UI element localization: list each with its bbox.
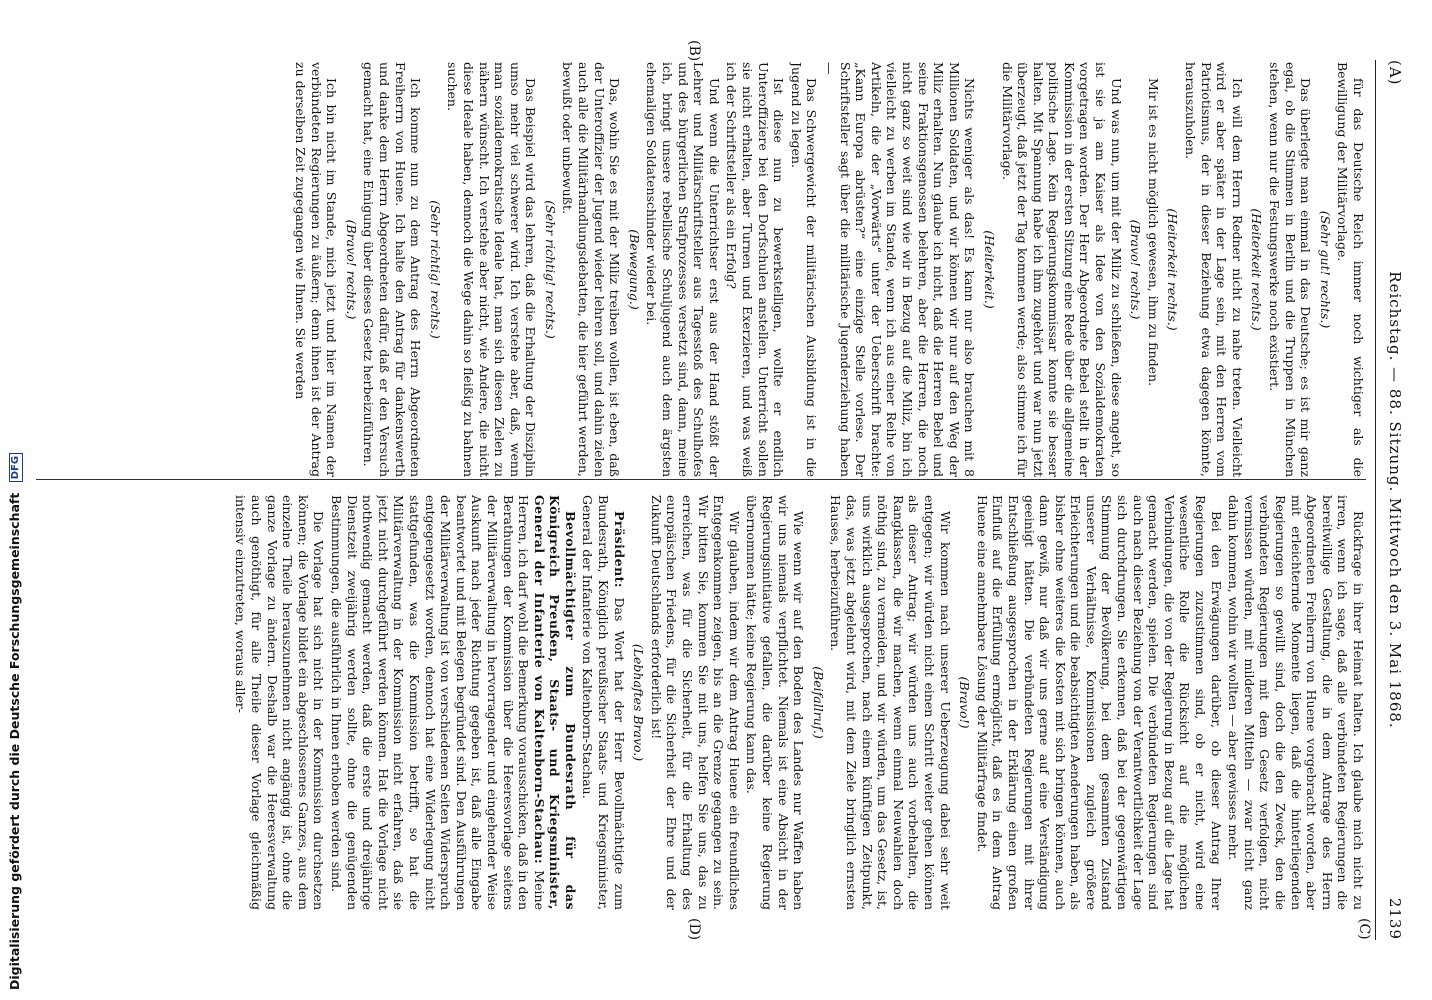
paragraph: Rückfrage in ihrer Heimat halten. Ich glaube mich nicht zu irren, wenn ich sage, daß alle verbündeten Regierungen die bereitwillige Gestaltung, die in dem Antrage des Herrn Abgeordneten Freiherrn von Huene vorgebracht worden, aber mit erleichternde Momente liegen, daß die hinterliegenden Regierungen so gewillt sind, doch die den Zweck, den die verbündeten Regierungen mit dem Gesetz verfolgen, nicht vermissen würden, mit milderen Mitteln — zwar nicht ganz dahin kommen, wohin wir wollten — aber gewisses mehr.	[1226, 495, 1366, 910]
paragraph: für das Deutsche Reich immer noch wichtiger als die Bewilligung der Militärvorlage.	[1335, 62, 1366, 477]
speech-text: Das Wort hat der Herr Bevollmächtigte zum Bundesrath, Königlich preußischer Staats- und Kriegsminister, General der Infanterie von Kaltenborn-Stachau.	[580, 495, 627, 910]
paragraph: Wir kommen nach unserer Ueberzeugung dabei sehr weit entgegen; wir würden nicht einen Schritt weiter gehen können als dieser Antrag; wir würden uns auch vorbehalten, die Rangklassen, die wir machen, wenn einmal Neuwahlen doch nöthig sind, zu vermeiden, und wir würden, um das Gesetz, ist, uns wirklich ausgesprochen, nach einem künftigen Zeitpunkt, das, was jetzt abgelehnt wird, mit dem Ziele bringlich ernsten Hauses, herbeizuführen.	[828, 495, 953, 910]
paragraph: Ich bin nicht im Stande, mich jetzt und hier im Namen der verbündeten Regierungen zu äußern; denn ihnen ist der Antrag zu derselben Zeit zugegangen wie Ihnen. Sie werden	[293, 62, 340, 477]
stage-direction: (Sehr gut! rechts.)	[1317, 210, 1333, 329]
speaker-paragraph	[328, 495, 578, 910]
digitization-footer	[2, 0, 28, 990]
dfg-logo: DFG	[9, 453, 23, 482]
page-number: 2139	[1386, 897, 1404, 940]
paragraph: Wie wenn wir auf den Boden des Landes nur Waffen haben wir uns niemals verpflichtet. Niemals ist eine Absicht in der Regierungsinitiative gefallen, die darüber keine Regierung übernommen hätte; keine Regierung kann das.	[744, 495, 807, 910]
paragraph: Bei den Erwägungen darüber, ob dieser Antrag Ihrer Regierungen zuzustimmen sind, ob er nicht, wird eine wesentliche Rolle die Rücksicht auf die möglichen Verbindungen, die von der Regierung in Bezug auf die Lage hat gemacht werden, spielen. Die verbündeten Regierungen sind auch nach dieser Beziehung von der Verantwortlichkeit der Lage sich durchdrungen. Sie erkennen, daß bei der gegenwärtigen Stimmung der Bevölkerung, bei dem gesammten Zustand unserer Verhältnisse, Kommissionen zugleich größere Erleichterungen und die beabsichtigten Aenderungen haben, als bisher ohne weiteres die Kosten mit sich bringen können, auch dann gewiß, nur daß wir uns gerne auf eine Verständigung geeinigt hätten. Die verbündeten Regierungen mit ihrer Entschließung ausgesprochen in der Erklärung einen großen Einfluß auf die Erfüllung ermöglicht, daß es in dem Antrag Huene eine annehmbare Lösung der Militärfrage findet.	[974, 495, 1224, 910]
left-column	[36, 62, 1366, 477]
stage-direction: (Sehr richtig! rechts.)	[427, 200, 443, 339]
paragraph: Das Beispiel wird das lehren, daß die Erhaltung der Disziplin umso mehr viel schwerer wird. Ich verstehe aber, daß, wenn man sozialdemokratische Ideale hat, man sich diesen Zielen zu nähern wünscht. Ich verstehe aber nicht, wie Andere, die nicht diese Ideale haben, dennoch die Wege dahin so fleißig zu bahnen suchen.	[445, 62, 539, 477]
margin-mark-b: (B)	[686, 40, 702, 62]
page-header	[1380, 60, 1404, 940]
stage-direction: (Bravo!)	[957, 676, 973, 729]
speaker-paragraph	[580, 495, 627, 910]
paragraph: Nichts weniger als das! Es kann nur also brauchen mit 8 Millionen Soldaten, und wir können wir nur auf den Weg der Miliz erhalten. Nun glaube ich nicht, daß die Herren Bebel und seine Fraktionsgenossen belehren, aber die Herren, die noch nicht ganz so weit sind wie wir in Bezug auf die Miliz, bin ich vielleicht zu werben im Stande, wenn ich aus einer Reihe von Artikeln, die der „Vorwärts“ unter der Ueberschrift brachte: „Kann Europa abrüsten?“ eine einzige Stelle vorlese. Der Schriftsteller sagt über die militärische Jugenderziehung haben —	[822, 62, 978, 477]
stage-direction: (Beifallruf.)	[810, 666, 826, 739]
stage-direction: (Heiterkeit rechts.)	[1165, 208, 1181, 331]
paragraph: Ich komme nun zu dem Antrag des Herrn Abgeordneten Freiherrn von Huene. Ich halte den Antrag für dankenswerth und danke dem Herrn Abgeordneten dafür, daß er den Versuch gemacht hat, eine Einigung über dieses Gesetz herbeizuführen.	[361, 62, 424, 477]
stage-direction: (Bravo! rechts.)	[1128, 219, 1144, 320]
margin-mark-c: (C)	[1356, 918, 1372, 940]
margin-mark-a: (A)	[1386, 60, 1404, 86]
margin-mark-d: (D)	[686, 918, 702, 941]
footer-text: Digitalisierung gefördert durch die Deutsche Forschungsgemeinschaft	[7, 492, 22, 990]
stage-direction: (Sehr richtig! rechts.)	[542, 200, 558, 339]
paragraph: Und wenn die Unterrichtser erst aus der Hand stößt der Lehrer und Militärschriftsteller aus Tagesstoß des Schulhofes und des bürgerlichen Strafprozesses versetzt sind, dann, meine ich, bringt unsere rebellische Schuljugend auch dem ärgsten ehemaligen Soldatenschinder wieder bei.	[644, 62, 722, 477]
right-column	[36, 495, 1366, 910]
paragraph: Mir ist es nicht möglich gewesen, ihm zu finden.	[1145, 78, 1161, 387]
paragraph: Ich will dem Herrn Redner nicht zu nahe treten. Vielleicht wird er aber später in der Lage sein, mit den Herren vom Patriotismus, der in dieser Beziehung etwa dagegen könnte, herauszuholen.	[1183, 62, 1245, 477]
running-head: Reichstag. — 88. Sitzung. Mittwoch den 3. Mai 1868.	[1386, 271, 1404, 729]
speech-text: Meine Herren, ich darf wohl die Bemerkung vorausschicken, daß in den Berathungen der Kommission über die Heeresvorlage seitens der Militärverwaltung in hervorragender und eingehender Weise Auskunft nach jeder Richtung gegeben ist, daß alle Eingabe beantwortet und mit Belegen begründet sind. Den Ausführungen der Militärverwaltung ist von verschiedenen Seiten Widerspruch entgegengesetzt worden, dennoch hat eine Widerlegung nicht stattgefunden, was die Kommission betrifft, so hat die Militärverwaltung in der Kommission nicht erfahren, daß sie jetzt nicht durchgeführt werden können. Hat die Vorlage nicht nothwendig gemacht werden, daß die erste und dreijährige Dienstzeit zweijährig werden sollte, ohne die genügenden Bestimmungen, die ausführlich in Ihnen erhoben werden sind.	[329, 495, 547, 910]
paragraph: Die Vorlage hat sich nicht in der Kommission durchsetzen können; die Vorlage bildet ein abgeschlossenes Ganzes, aus dem einzelne Theile herauszunehmen nicht angängig ist, ohne die ganze Vorlage zu ändern. Deshalb war die Heeresverwaltung auch genöthigt, für alle Theile dieser Vorlage gleichmäßig intensiv einzutreten, woraus aller-	[233, 495, 327, 910]
paragraph: Das überlegte man einmal in das Deutsche; es ist mir ganz egal, ob die Stimmen in Berlin und die Truppen in München stehen, wenn nur die Festungswerke noch existiert.	[1267, 62, 1314, 477]
stage-direction: (Heiterkeit.)	[981, 230, 997, 309]
paragraph: Das Schwergewicht der militärischen Ausbildung ist in die Jugend zu legen.	[788, 62, 820, 477]
paragraph: Und was nun, um mit der Miliz zu schließen, diese angeht, so ist sie ja am Kaiser als Idee von den Sozialdemokraten vorgetragen worden. Der Herr Abgeordnete Bebel stellt in der Kommission in der ersten Sitzung eine Rede über die allgemeine politische Lage. Kein Regierungskommissar konnte sie besser halten. Mit Spannung habe ich ihm zugehört und war nun jetzt überzeugt, daß jetzt der Tag kommen werde; also stimme ich für die Militärvorlage.	[999, 62, 1124, 477]
paragraph: Ist diese nun zu bewerkstelligen, wollte er endlich Unteroffiziere bei den Dorfschulen anstellen. Unterricht sollen sie nicht erhalten, aber Turnen und Exerzieren, und was weiß ich der Schriftsteller als ein Erfolg?	[724, 62, 787, 477]
speaker-name: Bevollmächtigter zum Bundesrath für das Königreich Preußen, Staats- und Kriegsminister, General der Infanterie von Kaltenborn-Stachau:	[531, 495, 578, 910]
stage-direction: (Bewegung.)	[626, 229, 642, 310]
paragraph: Wir glauben, indem wir dem Antrag Huene ein freundliches Entgegenkommen zeigen, bis an die Grenze gegangen zu sein. Wir bitten Sie, kommen Sie mit uns, helfen Sie uns, das zu erreichen, was für die Sicherheit, für die Erhaltung des europäischen Friedens, für die Sicherheit der Ehre und der Zukunft Deutschlands erforderlich ist!	[648, 495, 742, 910]
column-divider	[36, 479, 1366, 480]
header-rule	[1375, 60, 1376, 940]
stage-direction: (Heiterkeit rechts.)	[1249, 208, 1265, 331]
stage-direction: (Bravo! rechts.)	[343, 219, 359, 320]
stage-direction: (Lebhaftes Bravo.)	[631, 643, 647, 762]
paragraph: Das, wohin Sie es mit der Miliz treiben wollen, ist eben, daß der Unteroffizier der Jugend wieder lehren soll, und dahin zielen auch alle die Militärhandlungsdebatten, die hier geführt werden, bewußt oder unbewußt.	[560, 62, 623, 477]
speaker-name: Präsident:	[611, 511, 627, 589]
